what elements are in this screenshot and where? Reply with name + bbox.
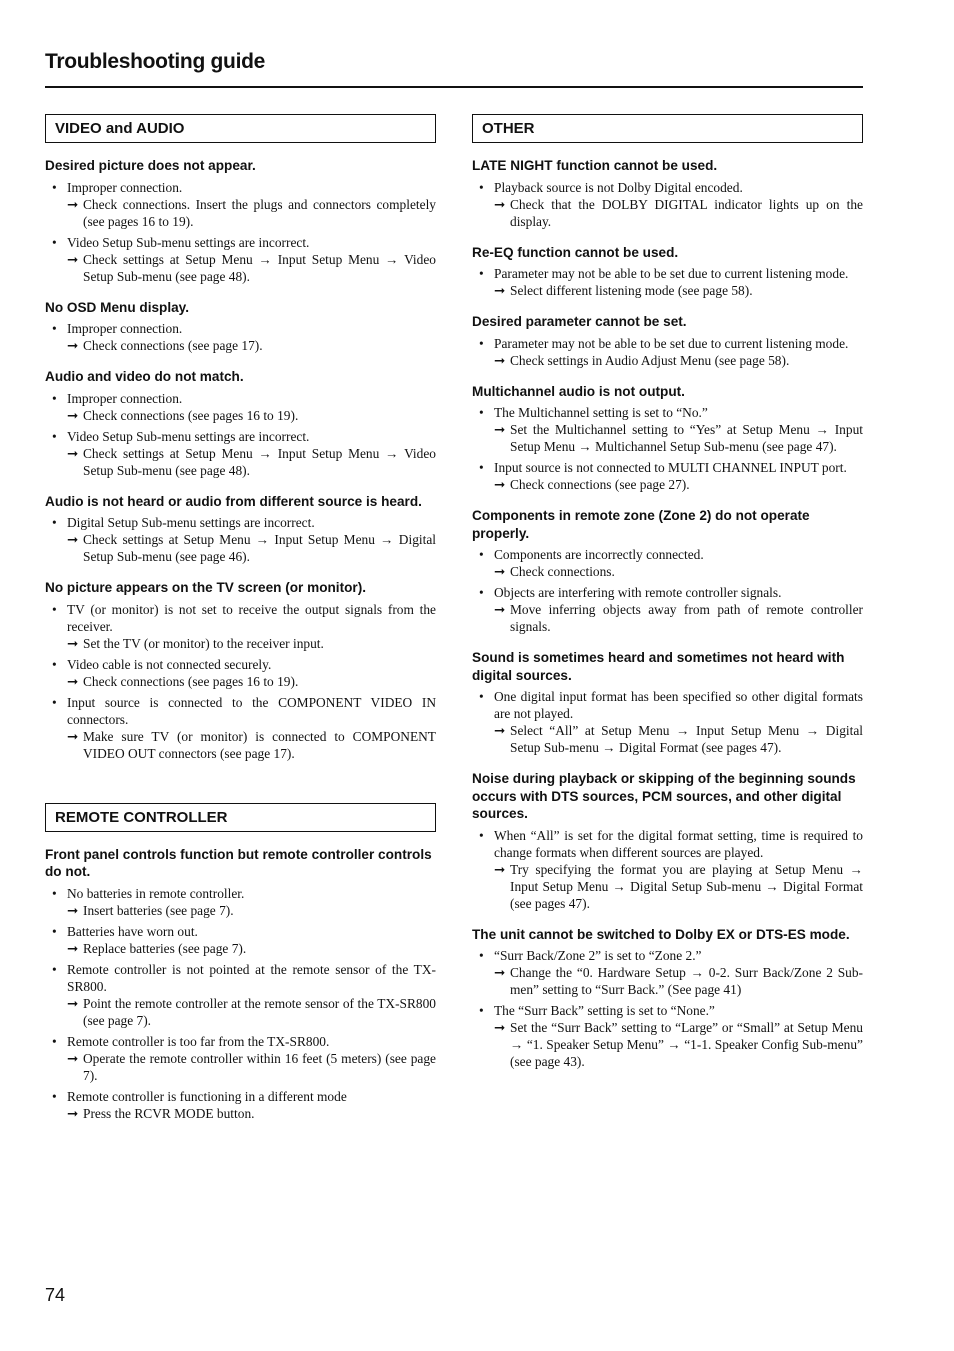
cause-list xyxy=(472,265,863,299)
problem-block xyxy=(45,368,436,479)
cause-list xyxy=(472,335,863,369)
solution-line xyxy=(494,563,863,580)
solution-line xyxy=(67,728,436,762)
cause-item xyxy=(45,390,436,424)
arrow-right-icon: ➞ xyxy=(494,602,506,617)
arrow-right-icon: ➞ xyxy=(494,965,506,980)
arrow-right-icon: ➞ xyxy=(494,196,506,212)
cause-list xyxy=(472,179,863,230)
cause-text: • Improper connection. xyxy=(67,390,183,406)
solution-line xyxy=(67,251,436,285)
cause-item xyxy=(45,514,436,565)
cause-text: • Remote controller is not pointed at the remote sensor of the TX-SR800. xyxy=(67,961,436,994)
solution-text: Make sure TV (or monitor) is connected to COMPONENT VIDEO OUT connectors (see page 17). xyxy=(83,728,436,761)
solution-text: Point the remote controller at the remote sensor of the TX-SR800 (see page 7). xyxy=(83,995,436,1028)
solution-line xyxy=(67,1050,436,1084)
problem-title: Re-EQ function cannot be used. xyxy=(472,244,679,260)
solution-text: Move inferring objects away from path of remote controller signals. xyxy=(510,602,863,634)
arrow-right-icon: ➞ xyxy=(67,673,79,689)
arrow-right-icon: ➞ xyxy=(67,1105,79,1121)
arrow-right-icon: ➞ xyxy=(494,283,506,298)
problem-block xyxy=(472,383,863,494)
problem-title: Multichannel audio is not output. xyxy=(472,383,685,399)
problem-title: LATE NIGHT function cannot be used. xyxy=(472,158,718,173)
problem-title: No OSD Menu display. xyxy=(45,299,190,315)
cause-text: • No batteries in remote controller. xyxy=(67,885,245,901)
solution-line xyxy=(494,861,863,912)
arrow-right-icon: ➞ xyxy=(67,940,79,956)
cause-text: • Improper connection. xyxy=(67,321,183,336)
cause-list xyxy=(45,514,436,565)
solution-line xyxy=(67,673,436,690)
solution-line xyxy=(494,196,863,230)
cause-text: • Remote controller is too far from the TX-SR800. xyxy=(67,1033,330,1049)
arrow-right-icon: ➞ xyxy=(494,861,506,877)
cause-item xyxy=(45,428,436,479)
solution-line xyxy=(494,476,863,493)
cause-text: • Remote controller is functioning in a different mode xyxy=(67,1088,347,1104)
solution-text: Check settings at Setup Menu → Input Setup Menu → Video Setup Sub-menu (see page 48). xyxy=(83,445,436,478)
arrow-right-icon: ➞ xyxy=(67,635,79,651)
cause-text: • Parameter may not be able to be set due to current listening mode. xyxy=(494,266,849,281)
problem-title: Noise during playback or skipping of the beginning sounds occurs with DTS sources, PCM sources, and other digital sources. xyxy=(472,771,856,821)
problem-block xyxy=(472,649,863,756)
cause-item xyxy=(472,947,863,998)
cause-item xyxy=(45,694,436,762)
cause-list xyxy=(472,947,863,1070)
problem-block xyxy=(45,157,436,285)
solution-text: Select different listening mode (see page 58). xyxy=(510,283,753,298)
right-column xyxy=(472,114,863,1074)
arrow-right-icon: ➞ xyxy=(67,251,79,267)
cause-item xyxy=(472,827,863,912)
problem-title: Audio is not heard or audio from different source is heard. xyxy=(45,493,422,509)
cause-text: • Video Setup Sub-menu settings are incorrect. xyxy=(67,234,310,250)
cause-text: • “Surr Back/Zone 2” is set to “Zone 2.” xyxy=(494,948,702,963)
section-video-audio xyxy=(45,114,436,762)
solution-line xyxy=(67,1105,436,1122)
problem-block xyxy=(45,493,436,566)
arrow-right-icon: ➞ xyxy=(67,407,79,423)
section-header: VIDEO and AUDIO xyxy=(45,114,436,143)
solution-text: Insert batteries (see page 7). xyxy=(83,902,234,918)
cause-item xyxy=(45,961,436,1029)
cause-item xyxy=(45,320,436,354)
solution-text: Check settings at Setup Menu → Input Setup Menu → Digital Setup Sub-menu (see page 46). xyxy=(83,532,436,564)
solution-line xyxy=(67,902,436,919)
cause-item xyxy=(472,1002,863,1070)
arrow-right-icon: ➞ xyxy=(494,1020,506,1035)
arrow-right-icon: ➞ xyxy=(494,477,506,492)
solution-line xyxy=(67,531,436,565)
solution-line xyxy=(494,421,863,455)
problem-title: Desired picture does not appear. xyxy=(45,158,256,173)
solution-text: Set the Multichannel setting to “Yes” at Setup Menu → Input Setup Menu → Multichannel Setup Sub-menu (see page 47). xyxy=(510,422,863,454)
solution-text: Replace batteries (see page 7). xyxy=(83,940,247,956)
problem-block xyxy=(45,299,436,355)
arrow-right-icon: ➞ xyxy=(494,564,506,579)
page-title: Troubleshooting guide xyxy=(45,50,266,73)
cause-list xyxy=(45,885,436,1122)
solution-text: Check connections (see pages 16 to 19). xyxy=(83,673,299,689)
solution-text: Press the RCVR MODE button. xyxy=(83,1105,255,1121)
section-header: REMOTE CONTROLLER xyxy=(45,803,436,832)
solution-line xyxy=(67,940,436,957)
cause-item xyxy=(45,656,436,690)
solution-text: Operate the remote controller within 16 feet (5 meters) (see page 7). xyxy=(83,1050,436,1083)
problem-title: Front panel controls function but remote controller controls do not. xyxy=(45,846,432,879)
solution-text: Check connections (see page 27). xyxy=(510,477,690,492)
solution-text: Change the “0. Hardware Setup → 0-2. Surr Back/Zone 2 Sub-men” setting to “Surr Back.” (See page 41) xyxy=(510,965,863,997)
arrow-right-icon: ➞ xyxy=(494,352,506,368)
problem-block xyxy=(45,846,436,1122)
problem-title: Audio and video do not match. xyxy=(45,369,244,384)
solution-text: Check settings at Setup Menu → Input Setup Menu → Video Setup Sub-menu (see page 48). xyxy=(83,251,436,284)
section-other xyxy=(472,114,863,1070)
solution-line xyxy=(67,337,436,354)
cause-text: • TV (or monitor) is not set to receive the output signals from the receiver. xyxy=(67,601,436,634)
cause-text: • Components are incorrectly connected. xyxy=(494,547,704,562)
cause-list xyxy=(45,390,436,479)
solution-line xyxy=(67,635,436,652)
left-column xyxy=(45,114,436,1126)
cause-item xyxy=(45,923,436,957)
cause-text: • Input source is not connected to MULTI CHANNEL INPUT port. xyxy=(494,460,847,475)
arrow-right-icon: ➞ xyxy=(67,902,79,918)
solution-text: Check connections. xyxy=(510,564,615,579)
arrow-right-icon: ➞ xyxy=(494,723,506,738)
cause-item xyxy=(45,601,436,652)
solution-text: Select “All” at Setup Menu → Input Setup Menu → Digital Setup Sub-menu → Digital Format (see pages 47). xyxy=(510,723,863,755)
problem-block xyxy=(472,770,863,912)
problem-block xyxy=(472,157,863,230)
problem-block xyxy=(472,507,863,635)
problem-block xyxy=(45,579,436,762)
problem-block xyxy=(472,244,863,300)
problem-title: Sound is sometimes heard and sometimes not heard with digital sources. xyxy=(472,650,845,683)
cause-item xyxy=(472,404,863,455)
cause-item xyxy=(472,459,863,493)
problem-title: Components in remote zone (Zone 2) do not operate properly. xyxy=(472,508,810,541)
arrow-right-icon: ➞ xyxy=(67,995,79,1011)
title-divider xyxy=(45,86,863,88)
cause-list xyxy=(45,179,436,285)
solution-line xyxy=(67,407,436,424)
cause-text: • Video cable is not connected securely. xyxy=(67,656,272,672)
solution-text: Set the TV (or monitor) to the receiver input. xyxy=(83,635,324,651)
cause-text: • The “Surr Back” setting is set to “None.” xyxy=(494,1003,715,1018)
cause-item xyxy=(45,885,436,919)
cause-item xyxy=(45,179,436,230)
solution-line xyxy=(494,1019,863,1070)
cause-text: • Input source is connected to the COMPONENT VIDEO IN connectors. xyxy=(67,694,436,727)
solution-line xyxy=(494,601,863,635)
arrow-right-icon: ➞ xyxy=(494,422,506,437)
arrow-right-icon: ➞ xyxy=(67,445,79,461)
arrow-right-icon: ➞ xyxy=(67,196,79,212)
solution-text: Set the “Surr Back” setting to “Large” or “Small” at Setup Menu → “1. Speaker Setup Menu” → “1-1. Speaker Config Sub-menu” (see page 43). xyxy=(510,1020,863,1069)
arrow-right-icon: ➞ xyxy=(67,532,79,547)
cause-item xyxy=(45,1033,436,1084)
section-header: OTHER xyxy=(472,114,863,143)
solution-text: Check that the DOLBY DIGITAL indicator lights up on the display. xyxy=(510,196,863,229)
solution-line xyxy=(67,445,436,479)
cause-item xyxy=(45,234,436,285)
cause-list xyxy=(472,827,863,912)
arrow-right-icon: ➞ xyxy=(67,338,79,353)
cause-list xyxy=(45,601,436,762)
cause-item xyxy=(472,688,863,756)
cause-item xyxy=(472,265,863,299)
cause-text: • Objects are interfering with remote controller signals. xyxy=(494,585,782,600)
cause-text: • When “All” is set for the digital format setting, time is required to change formats when different sources are played. xyxy=(494,827,863,860)
cause-text: • Digital Setup Sub-menu settings are incorrect. xyxy=(67,515,315,530)
solution-text: Check connections (see pages 16 to 19). xyxy=(83,407,299,423)
solution-text: Check connections. Insert the plugs and connectors completely (see pages 16 to 19). xyxy=(83,196,436,229)
cause-list xyxy=(472,688,863,756)
cause-text: • One digital input format has been specified so other digital formats are not played. xyxy=(494,689,863,721)
problem-block xyxy=(472,313,863,369)
solution-line xyxy=(494,722,863,756)
problem-title: Desired parameter cannot be set. xyxy=(472,314,687,329)
cause-item xyxy=(472,584,863,635)
page-number: 74 xyxy=(45,1285,66,1305)
cause-list xyxy=(472,546,863,635)
cause-text: • Video Setup Sub-menu settings are incorrect. xyxy=(67,428,310,444)
solution-line xyxy=(67,995,436,1029)
solution-text: Try specifying the format you are playing at Setup Menu → Input Setup Menu → Digital Setup Sub-menu → Digital Format (see pages 47). xyxy=(510,861,863,911)
cause-item xyxy=(472,179,863,230)
section-remote-controller xyxy=(45,803,436,1122)
solution-text: Check settings in Audio Adjust Menu (see page 58). xyxy=(510,352,790,368)
cause-text: • Playback source is not Dolby Digital encoded. xyxy=(494,179,743,195)
cause-item xyxy=(472,546,863,580)
cause-item xyxy=(472,335,863,369)
arrow-right-icon: ➞ xyxy=(67,1050,79,1066)
cause-text: • Batteries have worn out. xyxy=(67,923,198,939)
cause-list xyxy=(45,320,436,354)
cause-text: • Improper connection. xyxy=(67,179,183,195)
cause-item xyxy=(45,1088,436,1122)
arrow-right-icon: ➞ xyxy=(67,728,79,744)
cause-text: • The Multichannel setting is set to “No.” xyxy=(494,405,708,420)
solution-line xyxy=(494,282,863,299)
problem-title: The unit cannot be switched to Dolby EX or DTS-ES mode. xyxy=(472,926,850,942)
solution-text: Check connections (see page 17). xyxy=(83,338,263,353)
problem-title: No picture appears on the TV screen (or monitor). xyxy=(45,580,367,595)
cause-list xyxy=(472,404,863,493)
solution-line xyxy=(67,196,436,230)
problem-block xyxy=(472,926,863,1071)
cause-text: • Parameter may not be able to be set due to current listening mode. xyxy=(494,335,849,351)
solution-line xyxy=(494,964,863,998)
solution-line xyxy=(494,352,863,369)
